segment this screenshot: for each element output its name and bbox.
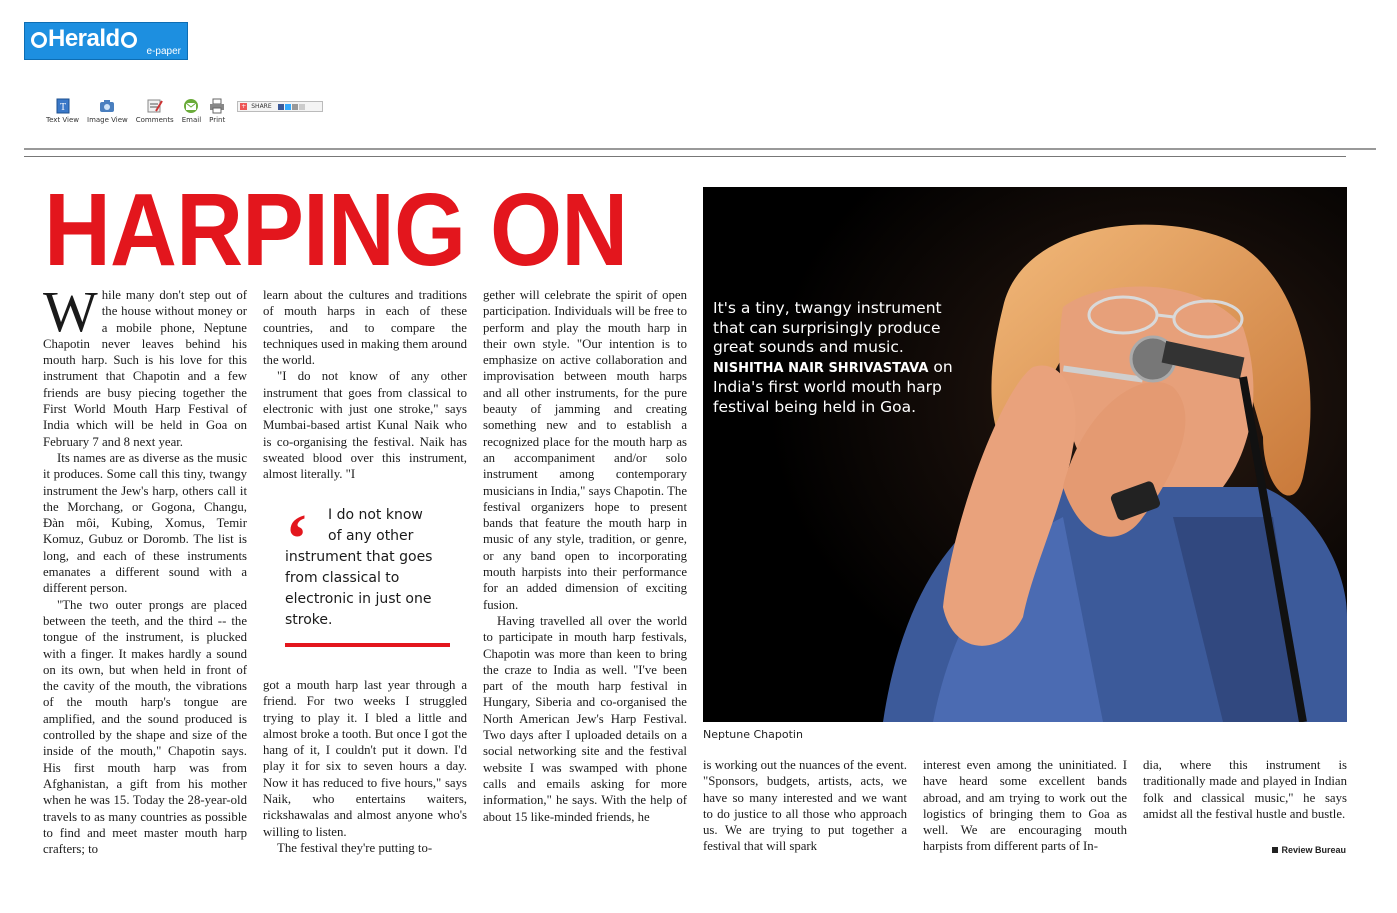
- print-button[interactable]: Print: [209, 98, 225, 124]
- paragraph: learn about the cultures and traditions of mouth harps in each of these countries, and to compare the techniques used in making them around the world.: [263, 288, 467, 368]
- paragraph: "I do not know of any other instrument that goes from classical to electronic with just one stroke," says Mumbai-based artist Kunal Naik who is co-organising the festival. Naik has sweated blood over this instrument, almost literally. "I: [263, 369, 467, 482]
- text-view-icon: [55, 98, 71, 114]
- square-bullet-icon: [1272, 847, 1278, 853]
- paragraph: Its names are as diverse as the music it produces. Some call this tiny, twangy instrument the Jew's harp, others call it the Morchang, or Gogona, Changu, Đàn môi, Kubing, Xomus, Temir Komuz, Gubuz or Doromb. The list is long, and each of these instruments emanates a different sound with a different person.: [43, 450, 247, 596]
- comments-icon: [147, 98, 163, 114]
- camera-icon: [99, 98, 115, 114]
- paragraph: "The two outer prongs are placed between the teeth, and the third -- the tongue of the instrument, is plucked with a finger. It makes hardly a sound on its own, but when held in front of the cavity of the mouth, the vibrations of the mouth harp's tongue are amplified, and the sound produced is controlled by the shape and size of the inside of the mouth," Chapotin says. His first mouth harp was from Afghanistan, a gift from his mother when he was 15. Today the 28-year-old travels to as many countries as possible to find and meet master mouth harp crafters; to: [43, 597, 247, 857]
- photo-intro-caption: It's a tiny, twangy instrument that can surprisingly produce great sounds and music. NISHITHA NAIR SHRIVASTAVA on India's first world mouth harp festival being held in Goa.: [713, 299, 953, 416]
- logo-subtitle: e-paper: [146, 46, 181, 57]
- article-column-5: [923, 757, 1127, 855]
- toolbar: [46, 92, 323, 124]
- pull-quote-underline: [285, 643, 450, 647]
- article-column-1: [43, 279, 247, 857]
- email-share-icon: [292, 104, 298, 110]
- pull-quote-text: instrument that goes from classical to electronic in just one stroke.: [285, 549, 433, 628]
- comments-button[interactable]: Comments: [136, 98, 174, 124]
- paragraph: dia, where this instrument is traditionally made and played in Indian folk and classical music," he says amidst all the festival hustle and bustle.: [1143, 758, 1347, 821]
- byline: Review Bureau: [1272, 845, 1346, 855]
- paragraph: is working out the nuances of the event. "Sponsors, budgets, artists, acts, we have so many interested and we want to do justice to all those who approach us. We are trying to put together a festival that will spark: [703, 758, 907, 854]
- printer-icon: [209, 98, 225, 114]
- article-photo[interactable]: [703, 187, 1347, 722]
- svg-text:T: T: [59, 102, 66, 113]
- photo-caption: Neptune Chapotin: [703, 728, 803, 741]
- herald-logo[interactable]: [24, 22, 188, 60]
- logo-o-icon: [31, 32, 47, 48]
- article-column-4: [703, 757, 907, 855]
- more-icon: [299, 104, 305, 110]
- text-view-button[interactable]: T Text View: [46, 98, 79, 124]
- article-column-2: [263, 287, 467, 483]
- pull-quote-line: of any other: [328, 528, 414, 544]
- share-button[interactable]: + SHARE: [237, 101, 323, 112]
- facebook-icon: [278, 104, 284, 110]
- twitter-icon: [285, 104, 291, 110]
- image-view-button[interactable]: Image View: [87, 98, 128, 124]
- author-name: NISHITHA NAIR SHRIVASTAVA: [713, 360, 929, 376]
- paragraph: Having travelled all over the world to participate in mouth harp festivals, Chapotin was more than keen to bring the craze to India as well. "I've been part of the mouth harp festival in Hungary, Siberia and co-organised the North American Jew's Harp Festival. Two days after I uploaded details on a social networking site and the festival website I was swamped with phone calls and emails asking for more information," he says. With the help of about 15 like-minded friends, he: [483, 613, 687, 824]
- harp-player-photo: [703, 187, 1347, 722]
- article-column-2-continued: [263, 677, 467, 856]
- email-button[interactable]: Email: [182, 98, 201, 124]
- paragraph: interest even among the uninitiated. I have heard some excellent bands abroad, and am trying to work out the logistics of bringing them to Goa as well. We are encouraging mouth harpists from different parts of In-: [923, 758, 1127, 854]
- article-headline: HARPING ON: [44, 172, 628, 287]
- paragraph: gether will celebrate the spirit of open participation. Individuals will be free to perform and play the mouth harp in their own style. "Our intention is to emphasize on active collaboration and improvisation between mouth harps and all other instruments, for the pure beauty of jamming and creating something new and to establish a recognized place for the mouth harp as an accompaniment and/or solo instrument among contemporary musicians in India," says Chapotin. The festival organizers hope to present bands that feature the mouth harp in music of any style, tradition, or genre, or any band open to incorporating mouth harpists into their performance for an added dimension of exciting fusion.: [483, 288, 687, 612]
- paragraph: got a mouth harp last year through a friend. For two weeks I struggled trying to play it. I bled a little and almost broke a tooth. But once I got the hang of it, I couldn't put it down. I'd play it for six to seven hours a day. Now it has reduced to five hours," says Naik, who entertains waiters, rickshawalas and almost anyone who's willing to listen.: [263, 678, 467, 839]
- paragraph: The festival they're putting to-: [277, 840, 433, 855]
- logo-text: Herald: [31, 25, 137, 53]
- paragraph: While many don't step out of the house without money or a mobile phone, Neptune Chapotin never leaves behind his mouth harp. Such is his love for this instrument that Chapotin and a few friends are busy piecing together the First World Mouth Harp Festival of India which will be held in Goa on February 7 and 8 next year.: [43, 279, 247, 449]
- pull-quote: [285, 501, 453, 631]
- logo-o-icon: [121, 32, 137, 48]
- share-service-icons: [278, 104, 305, 110]
- pull-quote-line: I do not know: [328, 507, 423, 523]
- quote-mark-icon: ‘: [285, 501, 309, 578]
- article-column-6: [1143, 757, 1347, 822]
- header-divider-thin: [24, 156, 1346, 157]
- drop-cap: W: [43, 279, 98, 344]
- email-icon: [183, 98, 199, 114]
- plus-icon: +: [241, 103, 247, 110]
- header-divider: [24, 148, 1376, 150]
- article-column-3: [483, 287, 687, 825]
